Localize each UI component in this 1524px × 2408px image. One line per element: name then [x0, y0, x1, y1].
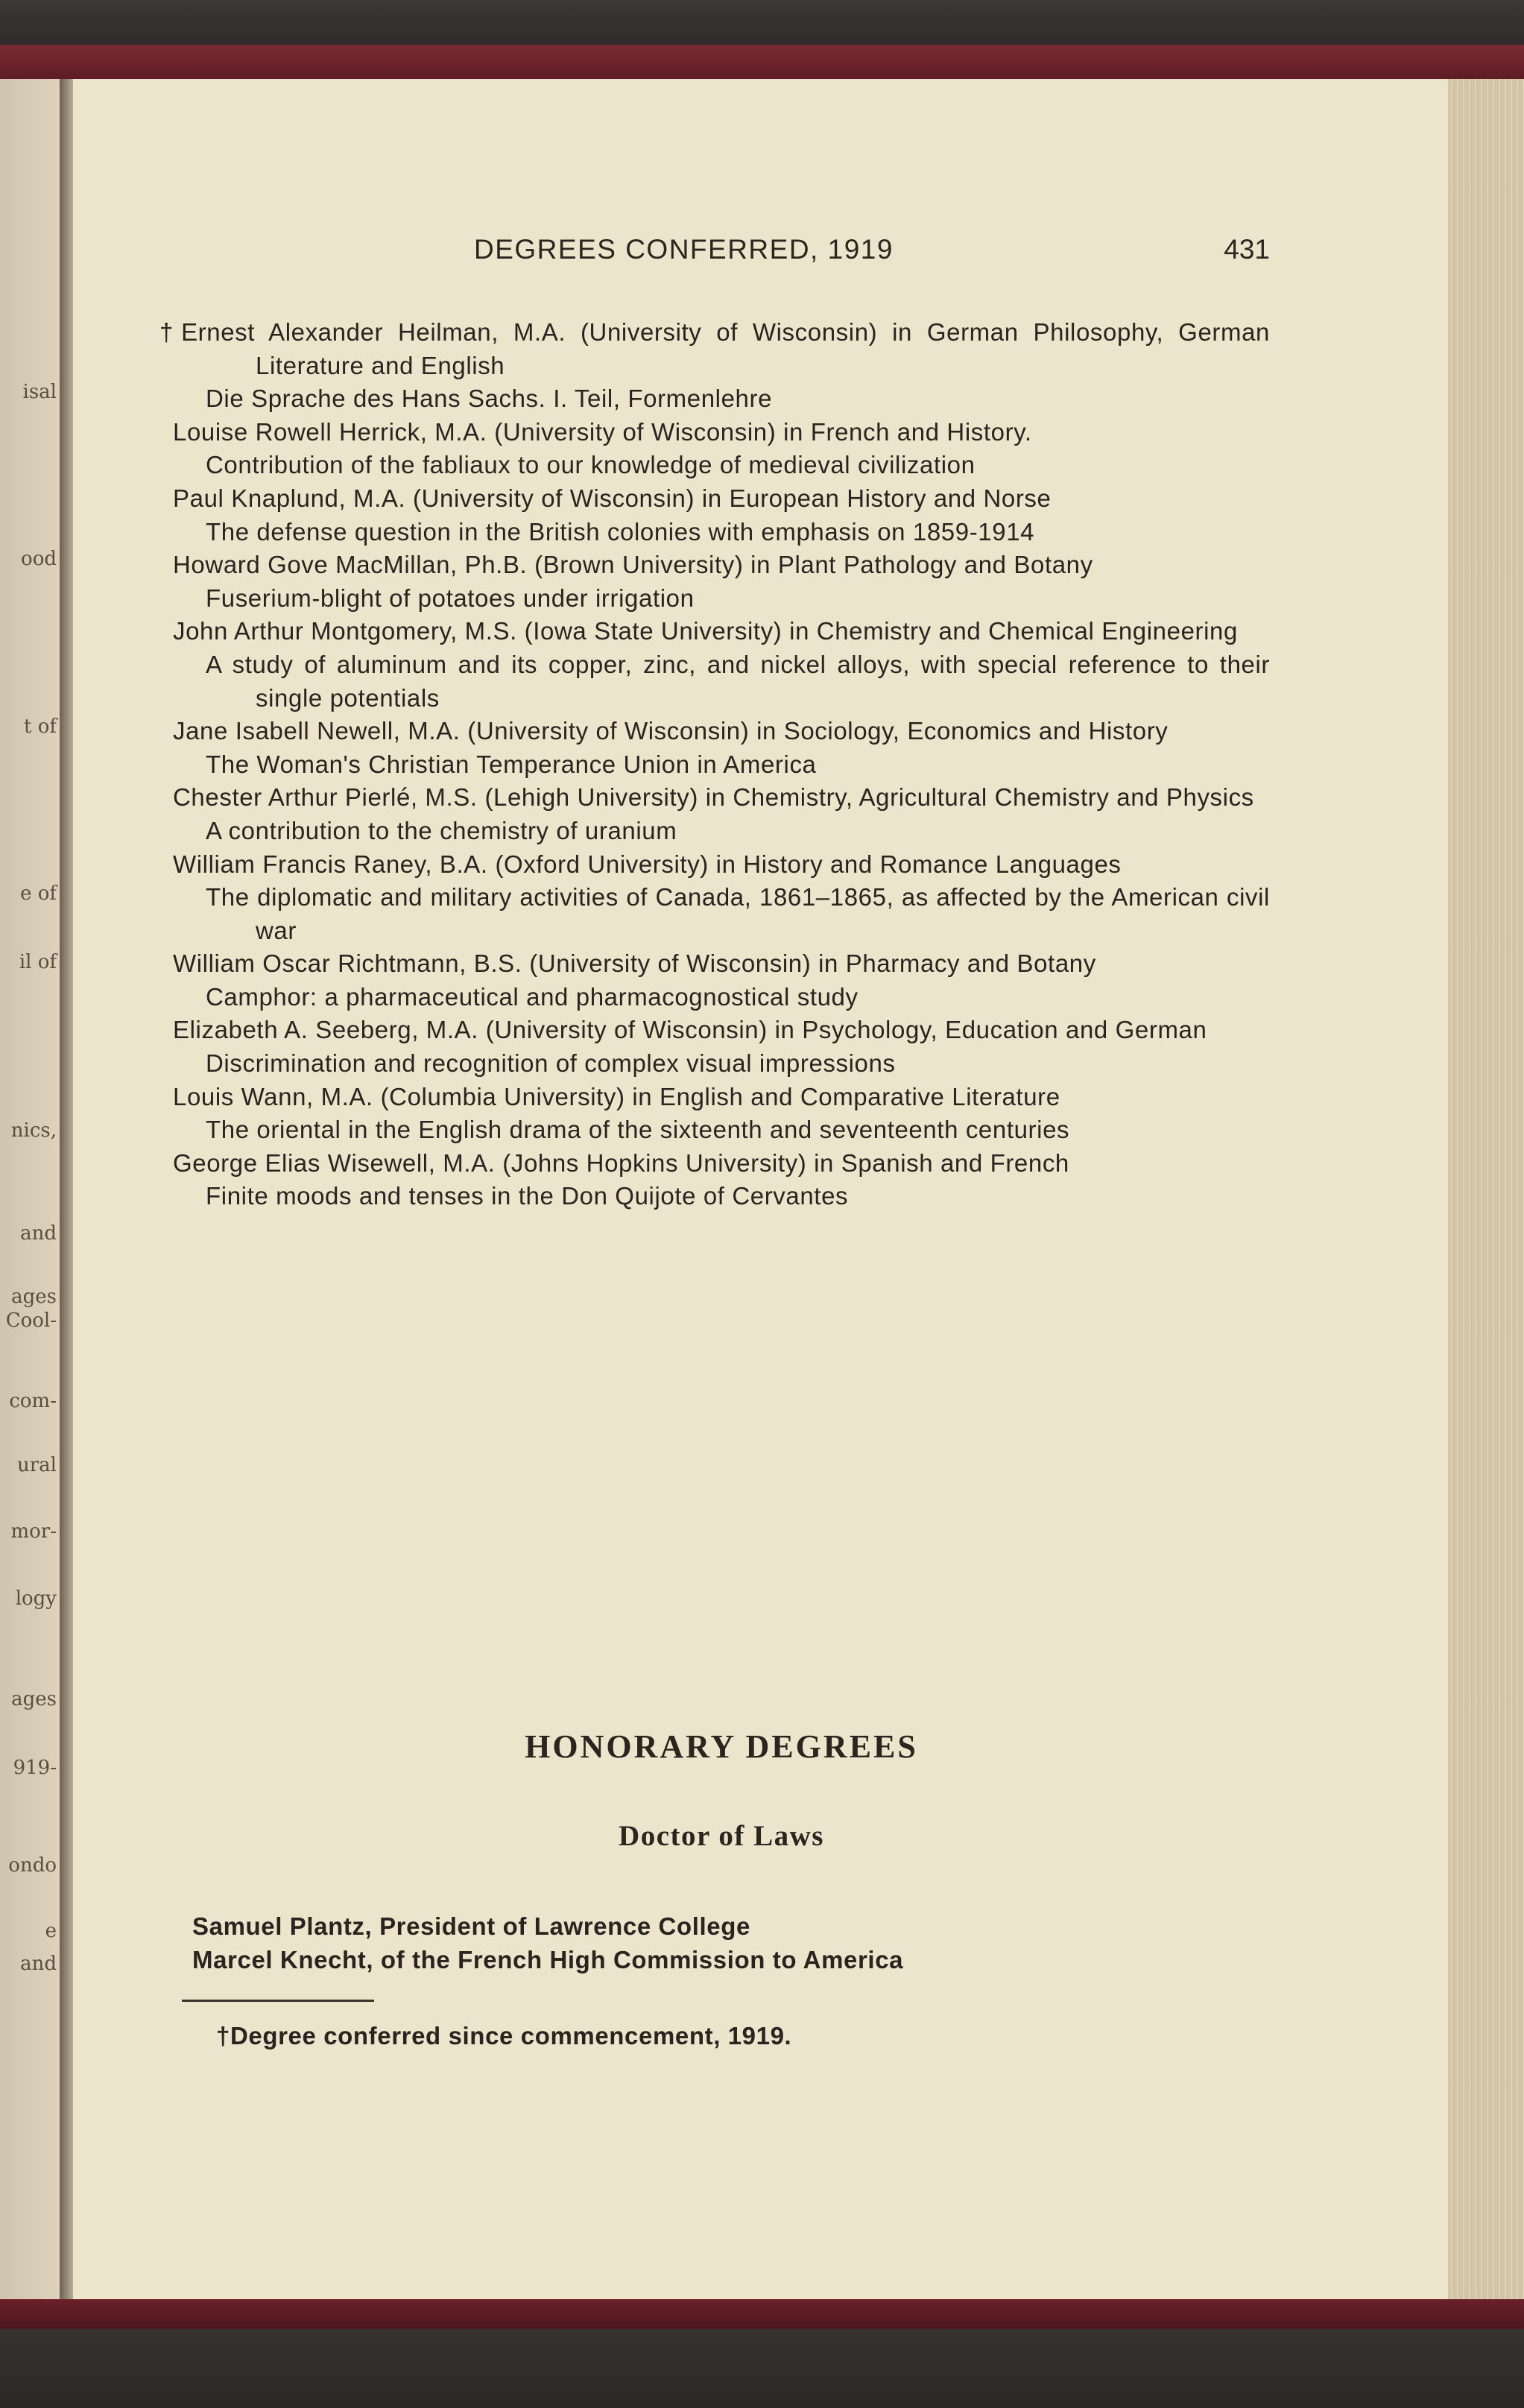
margin-text-fragment: com- — [9, 1390, 57, 1412]
thesis-title: Camphor: a pharmaceutical and pharmacognostical study — [206, 982, 859, 1011]
thesis-title: The Woman's Christian Temperance Union in America — [206, 750, 817, 778]
margin-text-fragment: and — [20, 1953, 57, 1975]
margin-text-fragment: t of — [24, 715, 57, 738]
margin-text-fragment: ondo — [8, 1854, 57, 1877]
thesis-title: Finite moods and tenses in the Don Quijote of Cervantes — [206, 1182, 849, 1210]
footnote-text: Degree conferred since commencement, 1919. — [230, 2022, 792, 2050]
running-header — [474, 234, 1270, 270]
degree-entry — [173, 1081, 1270, 1147]
margin-text-fragment: ages — [11, 1286, 57, 1308]
recipient-name: John Arthur Montgomery, M.S. (Iowa State University) in Chemistry and Chemical Engineering — [173, 617, 1238, 645]
recipient-line — [173, 549, 1270, 582]
page-edges — [1448, 79, 1524, 2300]
recipient-line — [173, 1147, 1270, 1181]
recipient-line — [173, 1081, 1270, 1114]
recipient-line — [173, 1014, 1270, 1047]
recipient-line — [173, 715, 1270, 748]
book-edge-top — [0, 0, 1524, 46]
degree-entry — [159, 316, 1270, 416]
recipient-name: Louis Wann, M.A. (Columbia University) in English and Comparative Literature — [173, 1082, 1060, 1110]
thesis-title: Discrimination and recognition of complex visual impressions — [206, 1049, 896, 1078]
degree-entry — [173, 416, 1270, 482]
book-edge-bottom — [0, 2329, 1524, 2408]
recipient-line — [173, 947, 1270, 981]
thesis-title: Contribution of the fabliaux to our knowledge of medieval civilization — [206, 451, 976, 479]
recipient-name: William Francis Raney, B.A. (Oxford University) in History and Romance Languages — [173, 850, 1122, 878]
margin-text-fragment: e — [45, 1920, 57, 1942]
degree-entry — [173, 848, 1270, 948]
recipient-line — [173, 615, 1270, 648]
recipient-name: William Oscar Richtmann, B.S. (University of Wisconsin) in Pharmacy and Botany — [173, 949, 1096, 978]
book-cover-bottom — [0, 2299, 1524, 2330]
recipient-line — [173, 482, 1270, 516]
thesis-title: A contribution to the chemistry of uranium — [206, 816, 677, 844]
recipient-line — [173, 416, 1270, 449]
degree-entry — [173, 615, 1270, 715]
margin-text-fragment: and — [20, 1222, 57, 1245]
honorary-degrees-heading: HONORARY DEGREES — [525, 1728, 918, 1765]
page-number: 431 — [1224, 234, 1270, 265]
degree-entry — [173, 1014, 1270, 1080]
recipient-name: Howard Gove MacMillan, Ph.B. (Brown University) in Plant Pathology and Botany — [173, 551, 1093, 579]
margin-text-fragment: il of — [19, 951, 57, 973]
margin-text-fragment: isal — [22, 381, 57, 403]
recipient-name: Ernest Alexander Heilman, M.A. (University of Wisconsin) in German Philosophy, German Literature and English — [181, 318, 1270, 379]
degree-entry — [173, 482, 1270, 549]
thesis-title: A study of aluminum and its copper, zinc, and nickel alloys, with special reference to their single potentials — [206, 650, 1270, 712]
thesis-title: The oriental in the English drama of the sixteenth and seventeenth centuries — [206, 1116, 1070, 1144]
recipient-line — [173, 781, 1270, 815]
thesis-title: The defense question in the British colonies with emphasis on 1859-1914 — [206, 517, 1035, 546]
margin-text-fragment: ages — [11, 1688, 57, 1710]
footnote — [216, 2022, 1259, 2050]
recipient-name: Jane Isabell Newell, M.A. (University of Wisconsin) in Sociology, Economics and History — [173, 717, 1169, 745]
margin-text-fragment: Cool- — [5, 1309, 57, 1332]
thesis-title: Die Sprache des Hans Sachs. I. Teil, Formenlehre — [206, 385, 773, 413]
degree-entry — [173, 549, 1270, 615]
running-title: DEGREES CONFERRED, 1919 — [474, 234, 894, 265]
degree-entry — [173, 715, 1270, 781]
margin-text-fragment: mor- — [10, 1520, 57, 1543]
honorary-recipient: Marcel Knecht, of the French High Commission to America — [192, 1946, 904, 1974]
footnote-rule — [182, 2000, 374, 2002]
degree-entry — [173, 947, 1270, 1014]
dagger-marker: † — [159, 318, 182, 346]
recipient-name: Elizabeth A. Seeberg, M.A. (University of Wisconsin) in Psychology, Education and German — [173, 1016, 1207, 1044]
thesis-title: Fuserium-blight of potatoes under irrigation — [206, 584, 695, 612]
margin-text-fragment: ood — [21, 548, 57, 570]
margin-text-fragment: nics, — [10, 1119, 57, 1142]
previous-page-edge — [0, 79, 60, 2300]
margin-text-fragment: 919- — [13, 1757, 57, 1779]
thesis-title: The diplomatic and military activities of Canada, 1861–1865, as affected by the American civil war — [206, 883, 1270, 944]
recipient-name: Louise Rowell Herrick, M.A. (University of Wisconsin) in French and History. — [173, 417, 1032, 446]
margin-text-fragment: logy — [15, 1587, 57, 1610]
spine-shadow — [60, 79, 73, 2300]
book-cover-top — [0, 45, 1524, 79]
honorary-recipient: Samuel Plantz, President of Lawrence College — [192, 1912, 750, 1940]
recipient-name: Chester Arthur Pierlé, M.S. (Lehigh University) in Chemistry, Agricultural Chemistry and Physics — [173, 783, 1254, 812]
degree-entry — [173, 781, 1270, 847]
recipient-line — [173, 848, 1270, 882]
doctor-of-laws-subheading: Doctor of Laws — [619, 1820, 824, 1852]
degree-entry — [173, 1147, 1270, 1213]
recipient-name: George Elias Wisewell, M.A. (Johns Hopkins University) in Spanish and French — [173, 1148, 1069, 1177]
margin-text-fragment: ural — [17, 1454, 57, 1476]
recipient-name: Paul Knaplund, M.A. (University of Wisconsin) in European History and Norse — [173, 484, 1052, 512]
honorary-recipients — [192, 1909, 1265, 1976]
degree-list — [159, 316, 1270, 1213]
dagger-marker: † — [216, 2022, 230, 2050]
recipient-line — [159, 316, 1270, 382]
margin-text-fragment: e of — [20, 882, 57, 905]
